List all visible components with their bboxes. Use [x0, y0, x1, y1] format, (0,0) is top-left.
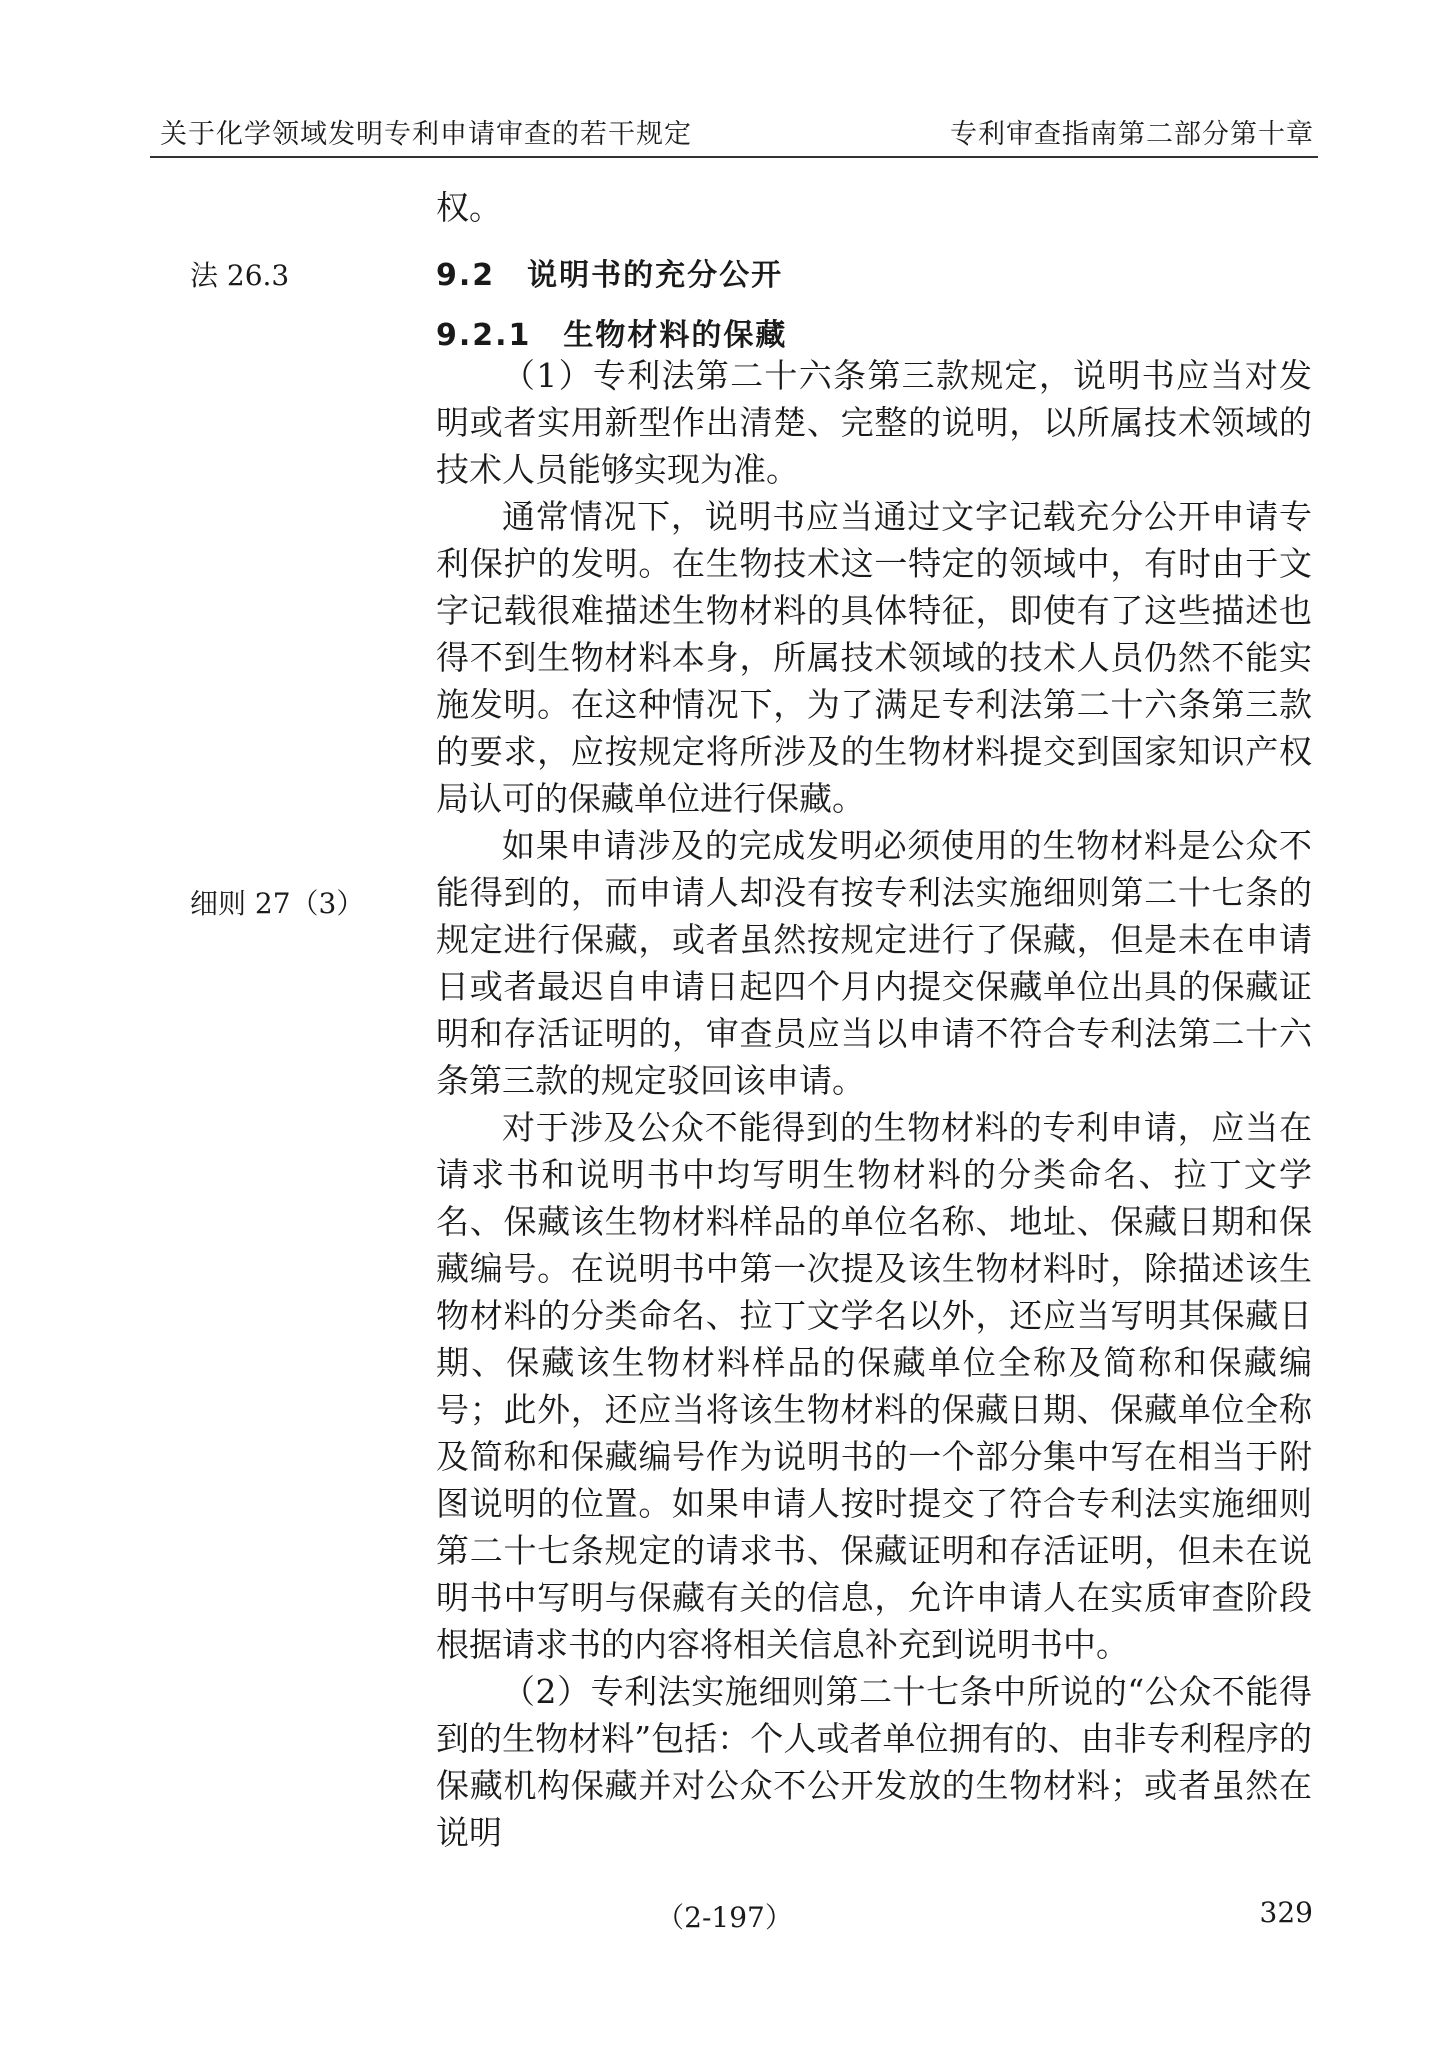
header-right-title: 专利审查指南第二部分第十章	[950, 119, 1314, 150]
footer-section-number: （2-197）	[656, 1901, 793, 1934]
subsection-heading: 9.2.1 生物材料的保藏	[436, 318, 788, 353]
body-column	[436, 184, 1312, 231]
page-number: 329	[1259, 1896, 1313, 1929]
paragraph-2: 通常情况下，说明书应当通过文字记载充分公开申请专利保护的发明。在生物技术这一特定的领域中，有时由于文字记载很难描述生物材料的具体特征，即使有了这些描述也得不到生物材料本身，所属技术领域的技术人员仍然不能实施发明。在这种情况下，为了满足专利法第二十六条第三款的要求，应按规定将所涉及的生物材料提交到国家知识产权局认可的保藏单位进行保藏。	[436, 497, 1312, 818]
paragraph-5: （2）专利法实施细则第二十七条中所说的“公众不能得到的生物材料”包括：个人或者单位拥有的、由非专利程序的保藏机构保藏并对公众不公开发放的生物材料；或者虽然在说明	[436, 1672, 1312, 1852]
paragraph-3: 如果申请涉及的完成发明必须使用的生物材料是公众不能得到的，而申请人却没有按专利法实施细则第二十七条的规定进行保藏，或者虽然按规定进行了保藏，但是未在申请日或者最迟自申请日起四个月内提交保藏单位出具的保藏证明和存活证明的，审查员应当以申请不符合专利法第二十六条第三款的规定驳回该申请。	[436, 826, 1312, 1100]
paragraph-4: 对于涉及公众不能得到的生物材料的专利申请，应当在请求书和说明书中均写明生物材料的分类命名、拉丁文学名、保藏该生物材料样品的单位名称、地址、保藏日期和保藏编号。在说明书中第一次提及该生物材料时，除描述该生物材料的分类命名、拉丁文学名以外，还应当写明其保藏日期、保藏该生物材料样品的保藏单位全称及简称和保藏编号；此外，还应当将该生物材料的保藏日期、保藏单位全称及简称和保藏编号作为说明书的一个部分集中写在相当于附图说明的位置。如果申请人按时提交了符合专利法实施细则第二十七条规定的请求书、保藏证明和存活证明，但未在说明书中写明与保藏有关的信息，允许申请人在实质审查阶段根据请求书的内容将相关信息补充到说明书中。	[436, 1108, 1312, 1664]
top-fragment: 权。	[436, 188, 502, 227]
section-heading: 9.2 说明书的充分公开	[436, 258, 784, 293]
page-header	[150, 112, 1318, 158]
header-left-title: 关于化学领域发明专利申请审查的若干规定	[160, 119, 692, 150]
margin-note-rule: 细则 27（3）	[190, 887, 365, 920]
margin-note-law: 法 26.3	[190, 259, 290, 292]
paragraph-1: （1）专利法第二十六条第三款规定，说明书应当对发明或者实用新型作出清楚、完整的说明，以所属技术领域的技术人员能够实现为准。	[436, 356, 1312, 489]
